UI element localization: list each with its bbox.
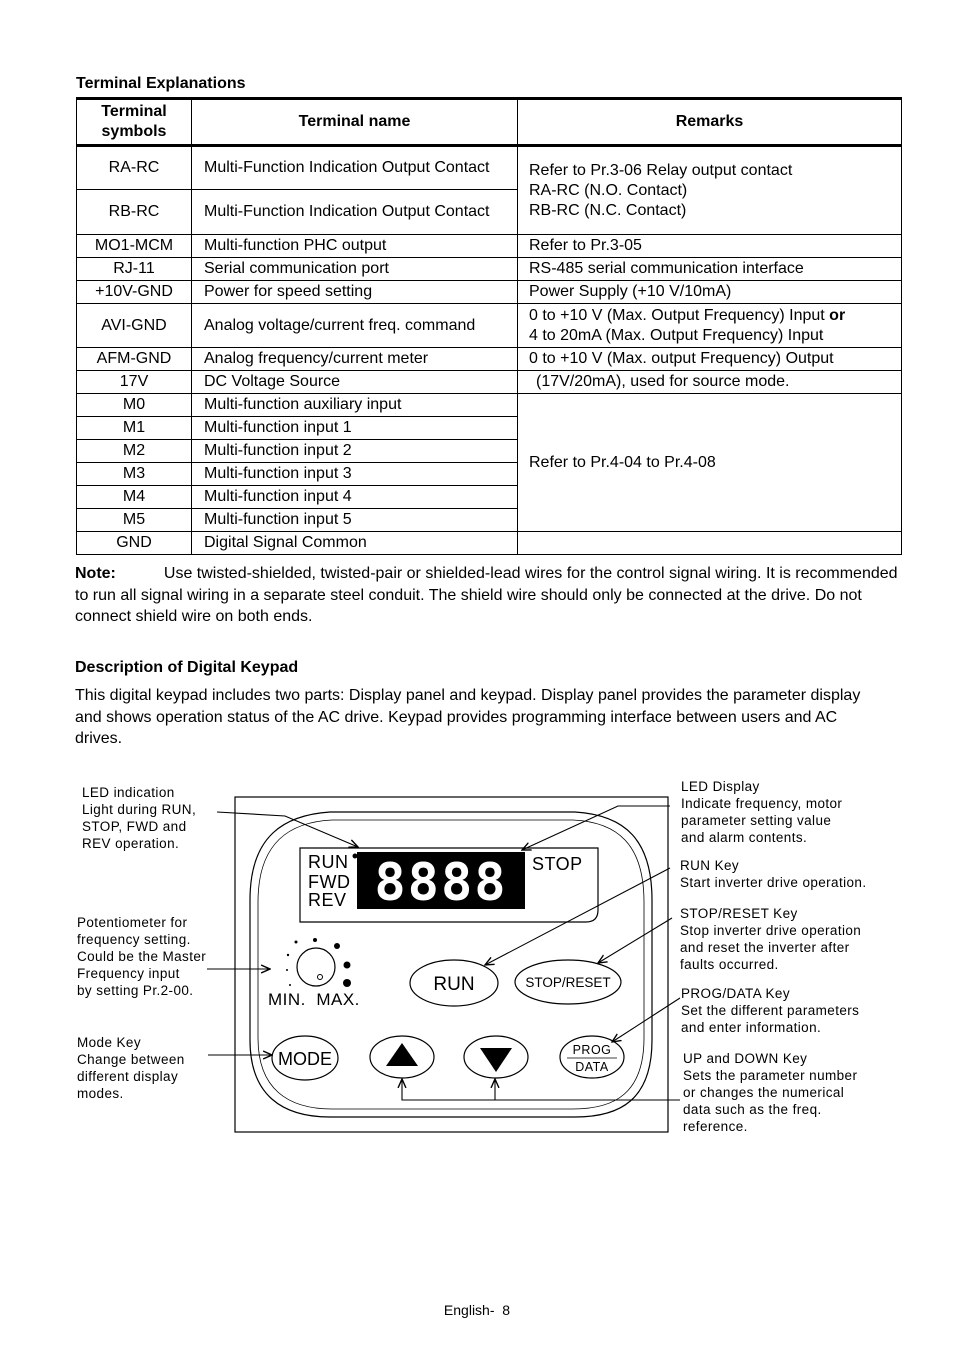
status-fwd-label: FWD	[308, 872, 351, 892]
keypad-section-title: Description of Digital Keypad	[75, 659, 299, 676]
note	[75, 563, 905, 628]
callout-line: Start inverter drive operation.	[680, 875, 867, 890]
terminal-symbol: M0	[77, 394, 192, 417]
terminal-symbol: M4	[77, 486, 192, 509]
data-key-label: DATA	[575, 1060, 609, 1074]
callout-line: frequency setting.	[77, 932, 191, 947]
callout-line: LED indication	[82, 785, 175, 800]
terminal-remark: Refer to Pr.3-05	[518, 235, 902, 258]
terminal-symbol: M1	[77, 417, 192, 440]
callout-line: parameter setting value	[681, 813, 832, 828]
terminal-remark: RS-485 serial communication interface	[518, 258, 902, 281]
table-row	[77, 258, 902, 281]
terminal-name: Multi-Function Indication Output Contact	[192, 190, 518, 235]
terminal-symbol: RA-RC	[77, 146, 192, 190]
terminal-remark: 0 to +10 V (Max. output Frequency) Output	[518, 348, 902, 371]
table-row	[77, 348, 902, 371]
remark-text: 0 to +10 V (Max. Output Frequency) Input	[529, 306, 825, 324]
terminal-name: Multi-function input 5	[192, 509, 518, 532]
callout-line: STOP/RESET Key	[680, 906, 798, 921]
stop-reset-key-label: STOP/RESET	[525, 975, 611, 990]
terminal-symbol: RJ-11	[77, 258, 192, 281]
run-led-icon	[353, 854, 358, 859]
callout-line: RUN Key	[680, 858, 740, 873]
callout-line: or changes the numerical	[683, 1085, 845, 1100]
callout-stop-reset-key	[680, 905, 861, 973]
table-row	[77, 281, 902, 304]
terminal-symbol: GND	[77, 532, 192, 555]
terminal-name: Multi-function auxiliary input	[192, 394, 518, 417]
table-row	[77, 235, 902, 258]
callout-line: Set the different parameters	[681, 1003, 860, 1018]
terminal-symbol: +10V-GND	[77, 281, 192, 304]
callout-line: Could be the Master	[77, 949, 207, 964]
remark-line	[529, 306, 895, 326]
terminal-name: Multi-function input 1	[192, 417, 518, 440]
status-run-label: RUN	[308, 852, 349, 872]
callout-line: by setting Pr.2-00.	[77, 983, 194, 998]
page-footer: English- 8	[443, 1302, 511, 1318]
terminal-symbol: M5	[77, 509, 192, 532]
terminal-symbol: 17V	[77, 371, 192, 394]
table-row	[77, 304, 902, 348]
mode-key-label: MODE	[278, 1049, 332, 1069]
callout-line: PROG/DATA Key	[681, 986, 790, 1001]
column-header: Remarks	[518, 99, 902, 146]
prog-key-label: PROG	[572, 1043, 612, 1057]
callout-line: Mode Key	[77, 1035, 141, 1050]
callout-up-down-key	[683, 1050, 857, 1135]
terminal-remark	[518, 146, 902, 235]
status-stop-label: STOP	[532, 854, 583, 874]
terminal-remark: (17V/20mA), used for source mode.	[518, 371, 902, 394]
remark-line: 4 to 20mA (Max. Output Frequency) Input	[529, 326, 824, 344]
callout-line: UP and DOWN Key	[683, 1051, 808, 1066]
terminal-name: DC Voltage Source	[192, 371, 518, 394]
callout-line: Frequency input	[77, 966, 180, 981]
table-header-row	[77, 99, 902, 146]
terminal-name: Multi-function input 2	[192, 440, 518, 463]
callout-led-display	[681, 778, 842, 846]
terminal-name: Multi-function PHC output	[192, 235, 518, 258]
column-header: Terminal name	[192, 99, 518, 146]
callout-line: different display	[77, 1069, 179, 1084]
callout-line: Sets the parameter number	[683, 1068, 858, 1083]
keypad-intro: This digital keypad includes two parts: Display panel and keypad. Display panel provides the parameter display and shows operation status of the AC drive. Keypad provides programming interface between users and AC drives.	[75, 687, 861, 747]
note-label: Note:	[75, 565, 116, 582]
table-row	[77, 146, 902, 190]
callout-line: STOP, FWD and	[82, 819, 187, 834]
callout-mode-key	[77, 1034, 185, 1102]
led-digits: 8888	[374, 853, 508, 913]
callout-line: and alarm contents.	[681, 830, 808, 845]
callout-line: data such as the freq.	[683, 1102, 822, 1117]
callout-line: faults occurred.	[680, 957, 779, 972]
table-row	[77, 532, 902, 555]
note-text: Use twisted-shielded, twisted-pair or shielded-lead wires for the control signal wiring. It is recommended to run all signal wiring in a separate steel conduit. The shield wire should only be connected at the drive. Do not connect shield wire on both ends.	[75, 565, 898, 625]
callout-prog-data-key	[681, 985, 859, 1036]
callout-led-indication	[82, 784, 196, 852]
callout-line: Stop inverter drive operation	[680, 923, 862, 938]
callout-line: Change between	[77, 1052, 185, 1067]
callout-line: LED Display	[681, 779, 760, 794]
potentiometer[interactable]	[286, 938, 351, 987]
terminal-name: Multi-function input 4	[192, 486, 518, 509]
min-max-label: MIN. MAX.	[268, 990, 360, 1009]
terminal-name: Serial communication port	[192, 258, 518, 281]
terminal-remark	[518, 532, 902, 555]
terminal-name: Analog frequency/current meter	[192, 348, 518, 371]
status-rev-label: REV	[308, 890, 347, 910]
terminal-name: Multi-function input 3	[192, 463, 518, 486]
table-row	[77, 394, 902, 417]
terminal-symbol: M3	[77, 463, 192, 486]
run-key-label: RUN	[433, 974, 475, 995]
callout-line: and reset the inverter after	[680, 940, 850, 955]
column-header: Terminal symbols	[77, 99, 192, 146]
section-title: Terminal Explanations	[76, 75, 246, 92]
terminal-name: Digital Signal Common	[192, 532, 518, 555]
terminal-name: Analog voltage/current freq. command	[192, 304, 518, 348]
potentiometer-knob-icon[interactable]	[297, 948, 335, 986]
terminal-table	[76, 97, 902, 555]
terminal-remark: Refer to Pr.4-04 to Pr.4-08	[518, 394, 902, 532]
terminal-symbol: RB-RC	[77, 190, 192, 235]
terminal-remark: Power Supply (+10 V/10mA)	[518, 281, 902, 304]
table-row	[77, 371, 902, 394]
callout-line: modes.	[77, 1086, 124, 1101]
terminal-symbol: M2	[77, 440, 192, 463]
stop-led-icon	[520, 854, 525, 859]
terminal-symbol: AFM-GND	[77, 348, 192, 371]
callout-line: Light during RUN,	[82, 802, 197, 817]
callout-line: REV operation.	[82, 836, 180, 851]
remark-line: RB-RC (N.C. Contact)	[529, 201, 687, 219]
terminal-symbol: AVI-GND	[77, 304, 192, 348]
callout-potentiometer	[77, 914, 206, 999]
callout-line: Indicate frequency, motor	[681, 796, 843, 811]
callout-line: reference.	[683, 1119, 748, 1134]
callout-line: and enter information.	[681, 1020, 822, 1035]
remark-or: or	[829, 306, 846, 324]
remark-line: RA-RC (N.O. Contact)	[529, 181, 688, 199]
terminal-remark	[518, 304, 902, 348]
callout-line: Potentiometer for	[77, 915, 188, 930]
remark-line: Refer to Pr.3-06 Relay output contact	[529, 161, 793, 179]
terminal-name: Power for speed setting	[192, 281, 518, 304]
callout-run-key	[680, 857, 866, 891]
terminal-symbol: MO1-MCM	[77, 235, 192, 258]
terminal-name: Multi-Function Indication Output Contact	[192, 146, 518, 190]
